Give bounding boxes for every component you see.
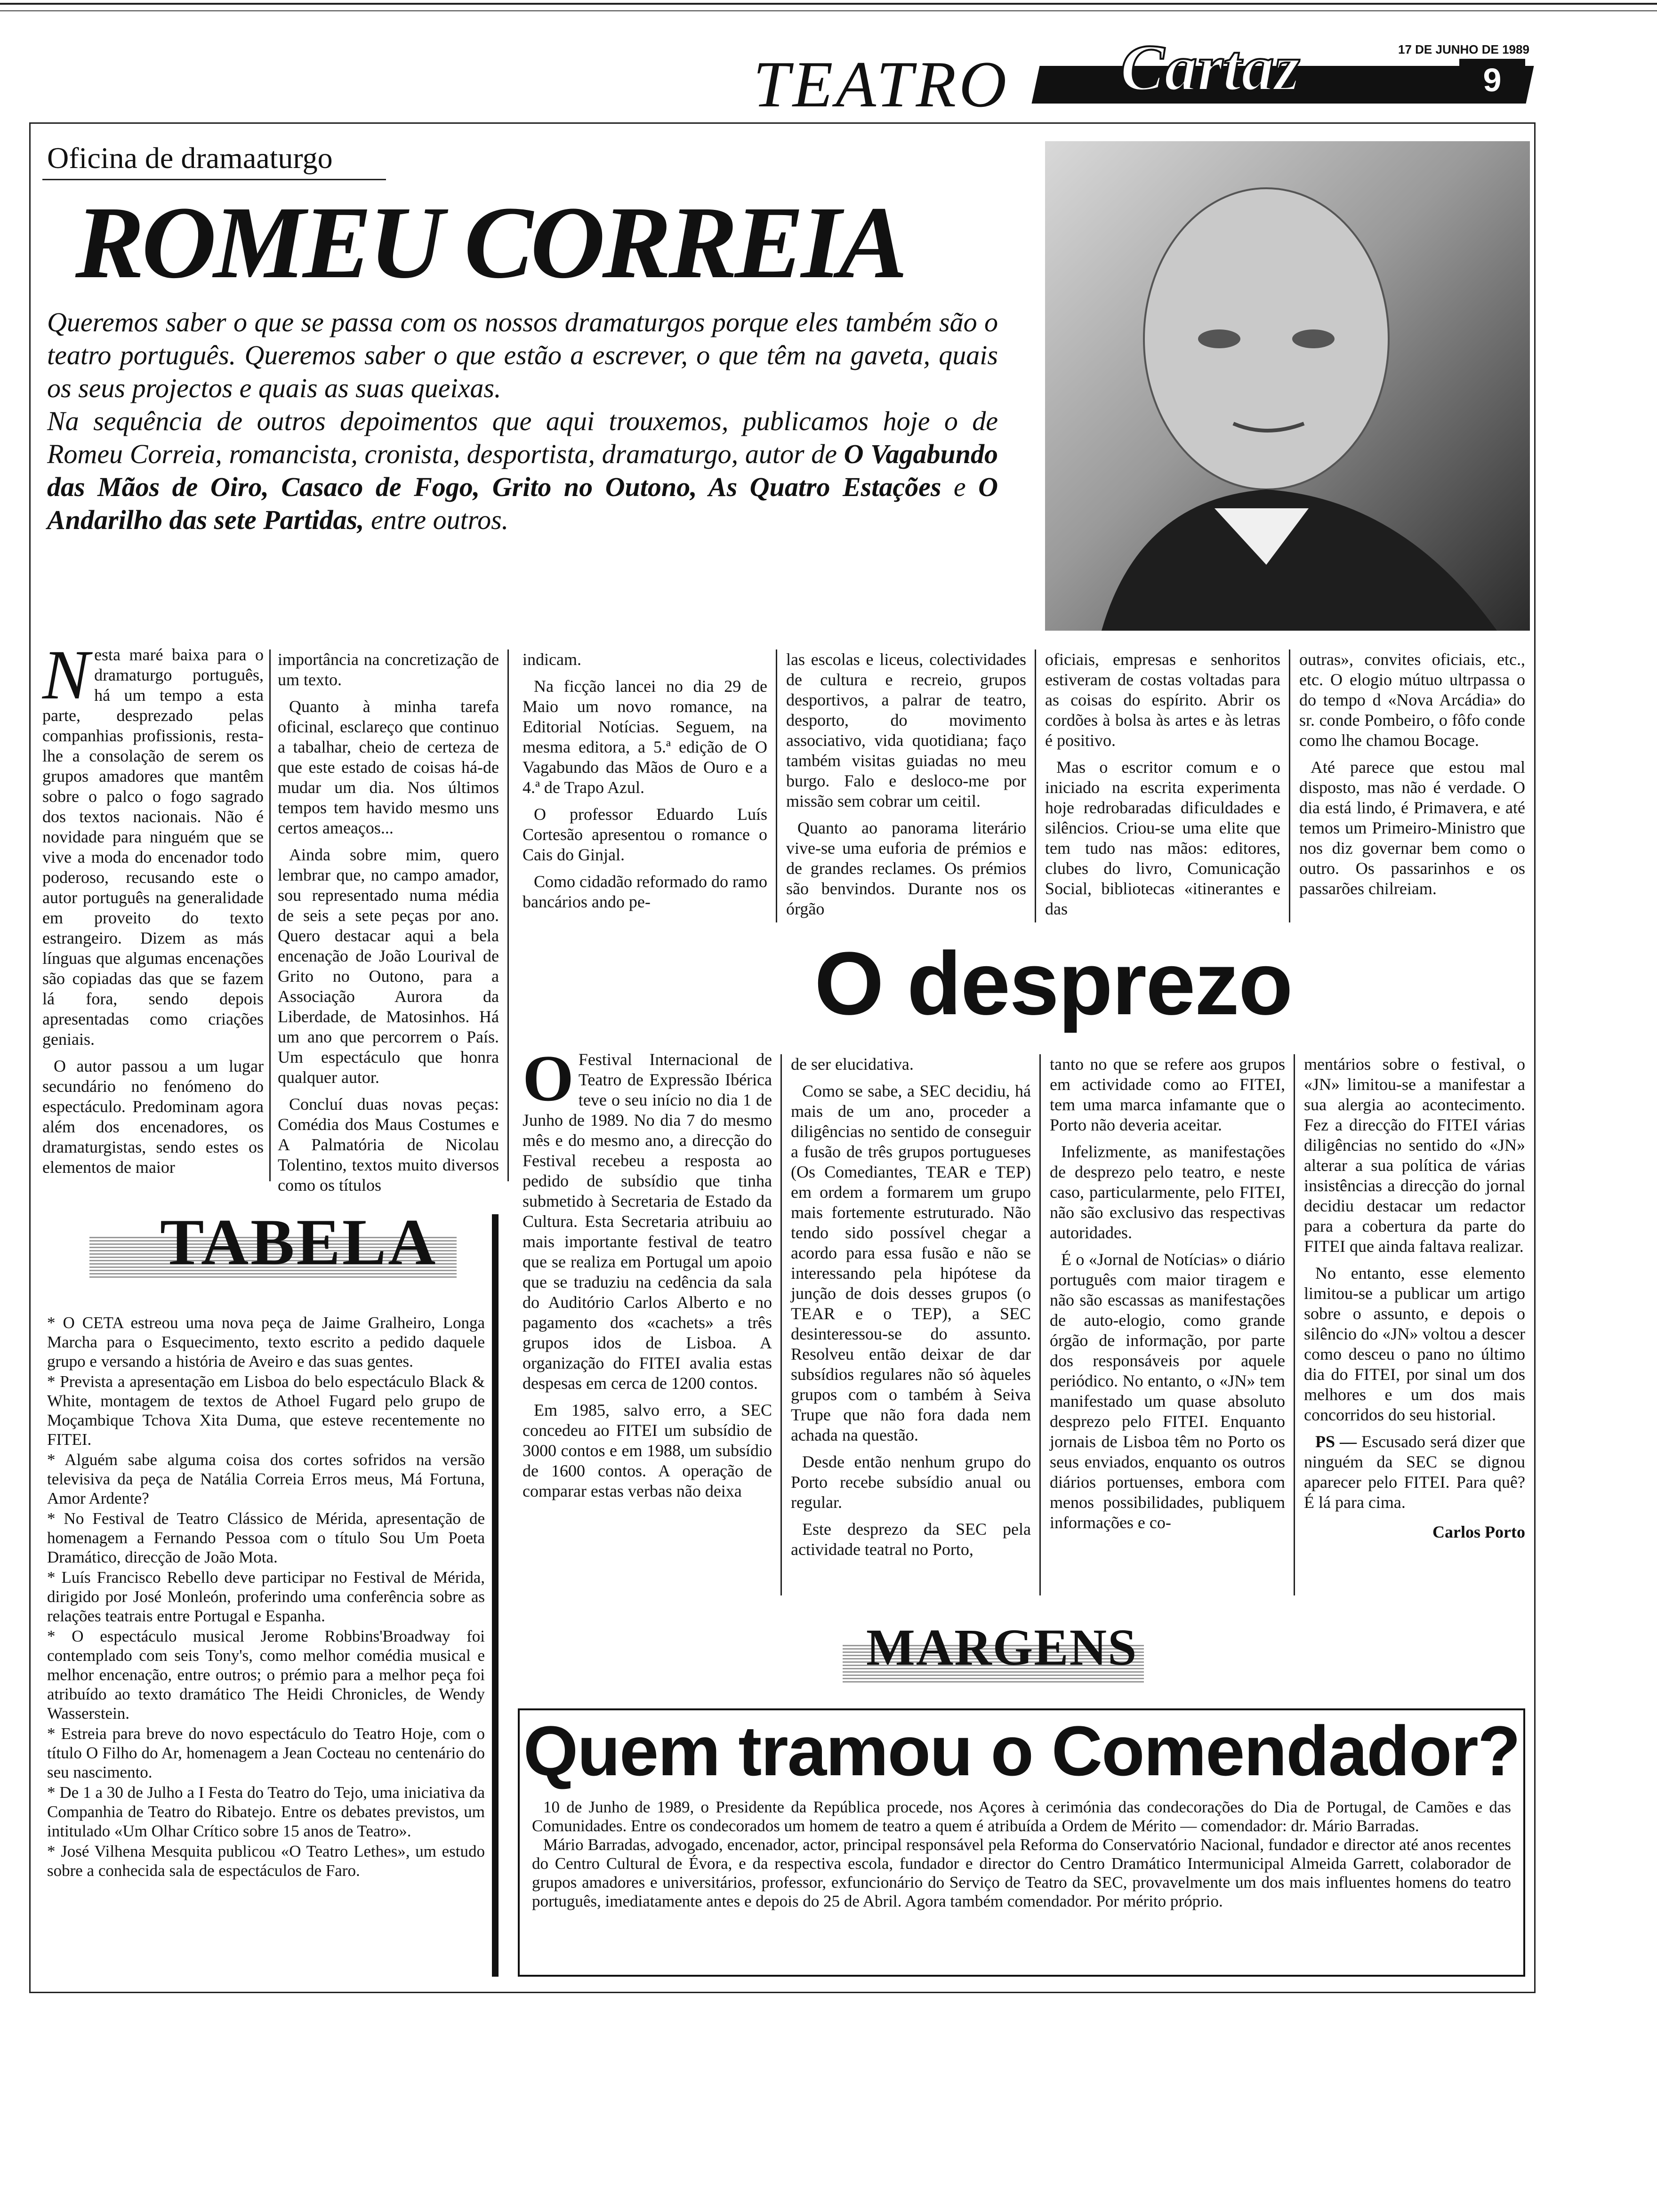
column-rule (1294, 1054, 1295, 1595)
margens-headline: Quem tramou o Comendador? (523, 1711, 1520, 1790)
article-column-2: importância na concretização de um texto. Quanto à minha tarefa oficinal, esclareço que continuo a tabalhar, cheio de certeza de que este estado de coisas há-de mudar um dia. Nos últimos tempos tem havido mesmo uns certos ameaços... Ainda sobre mim, quero lembrar que, no campo amador, sou representado numa média de seis a sete peças por ano. Quero destacar aqui a bela encenação de João Lourival de Grito no Outono, para a Associação Aurora da Liberdade, de Matosinhos. Há um ano que percorrem o País. Um espectáculo que honra qualquer autor. Concluí duas novas peças: Comédia dos Maus Costumes e A Palmatória de Nicolau Tolentino, textos muito diversos como os títulos (278, 650, 499, 1194)
desprezo-column-4: mentários sobre o festival, o «JN» limitou-se a manifestar a sua alergia ao acontecimento. Fez a direcção do FITEI várias diligências no sentido do «JN» alterar a sua política de várias insistências a direcção do jornal decidiu destacar um redactor para a cobertura da parte do FITEI que ainda faltava realizar. No entanto, esse elemento limitou-se a publicar um artigo sobre o assunto, e depois o silêncio do «JN» voltou a descer como desceu o pano no último dia do FITEI, por sinal um dos melhores e um dos mais concorridos do seu historial. PS — Escusado será dizer que ninguém da SEC se dignou aparecer pelo FITEI. Para quê? É lá para cima. Carlos Porto (1304, 1055, 1526, 1541)
top-rule-thin (0, 10, 1657, 11)
margens-title: MARGENS (866, 1619, 1138, 1676)
tabela-title: TABELA (160, 1206, 438, 1279)
intro-paragraph-1: Queremos saber o que se passa com os nossos dramaturgos porque eles também são o teatro português. Queremos saber o que estão a escrever, o que têm na gaveta, quais os seus projectos e quais as suas queixas. (47, 307, 998, 403)
article-headline: ROMEU CORREIA (75, 185, 905, 300)
article-column-5: oficiais, empresas e senhoritos estiveram de costas voltadas para as coisas do espírito. Abrir os cordões à bolsa às artes e às letras é positivo. Mas o escritor comum e o iniciado na escrita experimenta hoje redrobaradas dificuldades e silêncios. Criou-se uma elite que tem tudo nas mãos: editores, clubes do livro, Comunicação Social, bibliotecas «itinerantes e das (1045, 650, 1280, 918)
article-intro (47, 306, 998, 537)
column-rule (1039, 1054, 1041, 1595)
tabela-item: * De 1 a 30 de Julho a I Festa do Teatro do Tejo, uma iniciativa da Companhia de Teatro do Ribatejo. Entre os debates previstos, um intitulado «Um Olhar Crítico sobre 15 anos de Teatro». (47, 1783, 485, 1840)
tabela-item: * Alguém sabe alguma coisa dos cortes sofridos na versão televisiva da peça de Natália Correia Erros meus, Má Fortuna, Amor Ardente? (47, 1451, 485, 1507)
column-rule (269, 649, 271, 1181)
tabela-item: * No Festival de Teatro Clássico de Mérida, apresentação de homenagem a Fernando Pessoa com o título Sou Um Poeta Dramático, direcção de João Mota. (47, 1509, 485, 1566)
intro-paragraph-2: Na sequência de outros depoimentos que aqui trouxemos, publicamos hoje o de Romeu Correia, romancista, cronista, desportista, dramaturgo, autor de O Vagabundo das Mãos de Oiro, Casaco de Fogo, Grito no Outono, As Quatro Estações e O Andarilho das sete Partidas, entre outros. (47, 406, 998, 535)
page-date: 17 DE JUNHO DE 1989 (1398, 42, 1529, 56)
article-column-4: las escolas e liceus, colectividades de cultura e recreio, grupos desportivos, a palrar de teatro, desporto, do movimento associativo, vida quotidiana; faço também visitas guiadas no meu burgo. Falo e desloco-me por missão sem cobrar um ceitil. Quanto ao panorama literário vive-se uma euforia de prémios e de grandes reclames. Os prémios são benvindos. Durante nos os órgão (786, 650, 1026, 918)
tabela-side-rule (492, 1214, 499, 1977)
ps-label: PS — (1315, 1432, 1357, 1451)
article-column-3: indicam. Na ficção lancei no dia 29 de Maio um novo romance, na Editorial Notícias. Seguem, na mesma editora, a 5.ª edição de O Vagabundo das Mãos de Ouro e a 4.ª de Trapo Azul. O professor Eduardo Luís Cortesão apresentou o romance o Cais do Ginjal. Como cidadão reformado do ramo bancários ando pe- (523, 650, 767, 911)
dropcap-n: N (42, 636, 90, 714)
article-photo (1045, 141, 1530, 631)
column-rule (776, 649, 777, 922)
tabela-item: * O CETA estreou uma nova peça de Jaime Gralheiro, Longa Marcha para o Esquecimento, texto escrito a pedido daquele grupo e versando a história de Aveiro e das suas gentes. (47, 1314, 485, 1370)
desprezo-column-2: de ser elucidativa. Como se sabe, a SEC decidiu, há mais de um ano, proceder a diligências no sentido de conseguir a fusão de três grupos portugueses (Os Comediantes, TEAR e TEP) em ordem a formarem um grupo mais fortemente estruturado. Não tendo sido possível chegar a acordo para essa fusão e não se interessando pela hipótese da junção de dois desses grupos (o TEAR e o TEP), a SEC desinteressou-se do assunto. Resolveu então deixar de dar subsídios regulares não só àqueles grupos com o também à Seiva Trupe que não fora dada nem achada na questão. Desde então nenhum grupo do Porto recebe subsídio anual ou regular. Este desprezo da SEC pela actividade teatral no Porto, (791, 1055, 1031, 1559)
section-title: TEATRO (753, 48, 1010, 121)
column-rule (507, 649, 509, 1181)
article-column-6: outras», convites oficiais, etc., etc. O elogio mútuo ultrpassa o do tempo d «Nova Arcádia» do sr. conde Pombeiro, o fôfo conde como lhe chamou Bocage. Até parece que estou mal disposto, mas não é verdade. O dia está lindo, é Primavera, e até temos um Primeiro-Ministro que nos diz governar bem como o outro. Os passarinhos e os passarões chilreiam. (1299, 650, 1525, 898)
margens-paragraph-1: 10 de Junho de 1989, o Presidente da República procede, nos Açores à cerimónia das condecorações do Dia de Portugal, de Camões e das Comunidades. Entre os condecorados um homem de teatro a quem é atribuída a Ordem de Mérito — comendador: dr. Mário Barradas. (532, 1798, 1511, 1835)
desprezo-headline: O desprezo (814, 934, 1292, 1034)
margens-paragraph-2: Mário Barradas, advogado, encenador, actor, principal responsável pela Reforma do Conservatório Nacional, fundador e director até anos recentes do Centro Cultural de Évora, e da respectiva escola, fundador e director do Centro Dramático Intermunicipal Almeida Garrett, colaborador de grupos amadores e universitários, professor, exfuncionário do Serviço de Teatro da SEC, provavelmente um dos mais influentes homens do teatro português, imediatamente antes e depois do 25 de Abril. Agora também comendador. Por mérito próprio. (532, 1835, 1511, 1910)
tabela-item: * Prevista a apresentação em Lisboa do belo espectáculo Black & White, montagem de textos de Athoel Fugard pelo grupo de Moçambique Tchova Xita Duma, que esteve recentemente no FITEI. (47, 1372, 485, 1449)
top-rule (0, 3, 1657, 5)
column-rule (1289, 649, 1290, 922)
page-number: 9 (1483, 62, 1502, 98)
tabela-item: * O espectáculo musical Jerome Robbins'Broadway foi contemplado com seis Tony's, como melhor comédia musical e melhor encenação, entre outros; o prémio para a melhor peça foi atribuído ao texto dramático The Heidi Chronicles, de Wendy Wasserstein. (47, 1627, 485, 1723)
article-kicker: Oficina de dramaaturgo (47, 141, 333, 175)
tabela-item: * Estreia para breve do novo espectáculo do Teatro Hoje, com o título O Filho do Ar, homenagem a Jean Cocteau no centenário do seu nascimento. (47, 1724, 485, 1781)
tabela-item: * José Vilhena Mesquita publicou «O Teatro Lethes», um estudo sobre a conhecida sala de espectáculos de Faro. (47, 1842, 485, 1880)
article-column-1: Nesta maré baixa para o dramaturgo português, há um tempo a esta parte, desprezado pelas companhias profissionis, resta-lhe a consolação de serem os grupos amadores que mantêm sobre o palco o fogo sagrado dos textos nacionais. Não é novidade para ninguém que se vive a moda do encenador todo poderoso, recusando este o autor português na generalidade em proveito do texto estrangeiro. Dizem as más línguas que algumas encenações são copiadas das que se fazem lá fora, sendo depois apresentadas como criações geniais. O autor passou a um lugar secundário no fenómeno do espectáculo. Predominam agora além dos encenadores, os dramaturgistas, sendo estes os elementos de maior (42, 636, 264, 1177)
tabela-item: * Luís Francisco Rebello deve participar no Festival de Mérida, dirigido por José Monleón, proferindo uma conferência sobre as relações teatrais entre Portugal e Espanha. (47, 1568, 485, 1625)
portrait-silhouette (1045, 141, 1530, 631)
desprezo-column-1: O Festival Internacional de Teatro de Expressão Ibérica teve o seu início no dia 1 de Junho de 1989. No dia 7 do mesmo mês e do mesmo ano, a direcção do Festival recebeu a resposta ao pedido de subsídio que tinha submetido à Secretaria de Estado da Cultura. Esta Secretaria atribuiu ao mais importante festival de teatro que se realiza em Portugal um apoio que se traduziu na cedência da sala do Auditório Carlos Alberto e no pagamento dos «cachets» a três grupos idos de Lisboa. A organização do FITEI avalia estas despesas em cerca de 1200 contos. Em 1985, salvo erro, a SEC concedeu ao FITEI um subsídio de 3000 contos e em 1988, um subsídio de 1600 contos. A operação de comparar estas verbas não deixa (523, 1042, 772, 1500)
margens-text (532, 1798, 1511, 1917)
tabela-list (47, 1313, 485, 1881)
cartaz-logo: Cartaz (1120, 32, 1300, 104)
kicker-underline (42, 179, 386, 180)
column-rule (1035, 649, 1036, 922)
dropcap-o: O (523, 1042, 574, 1115)
column-rule (780, 1054, 782, 1595)
article-author: Carlos Porto (1432, 1523, 1525, 1541)
desprezo-column-3: tanto no que se refere aos grupos em actividade como ao FITEI, tem uma marca infamante que o Porto não deveria aceitar. Infelizmente, as manifestações de desprezo pelo teatro, e neste caso, particularmente, pelo FITEI, não são exclusivo das respectivas autoridades. É o «Jornal de Notícias» o diário português com maior tiragem e não são escassas as manifestações de auto-elogio, como grande órgão de informação, por parte dos responsáveis por aquele periódico. No entanto, o «JN» tem manifestado um quase absoluto desprezo pelo FITEI. Enquanto jornais de Lisboa têm no Porto os seus enviados, enquanto os outros diários portuenses, embora com menos possibilidades, publiquem informações e co- (1050, 1055, 1285, 1532)
